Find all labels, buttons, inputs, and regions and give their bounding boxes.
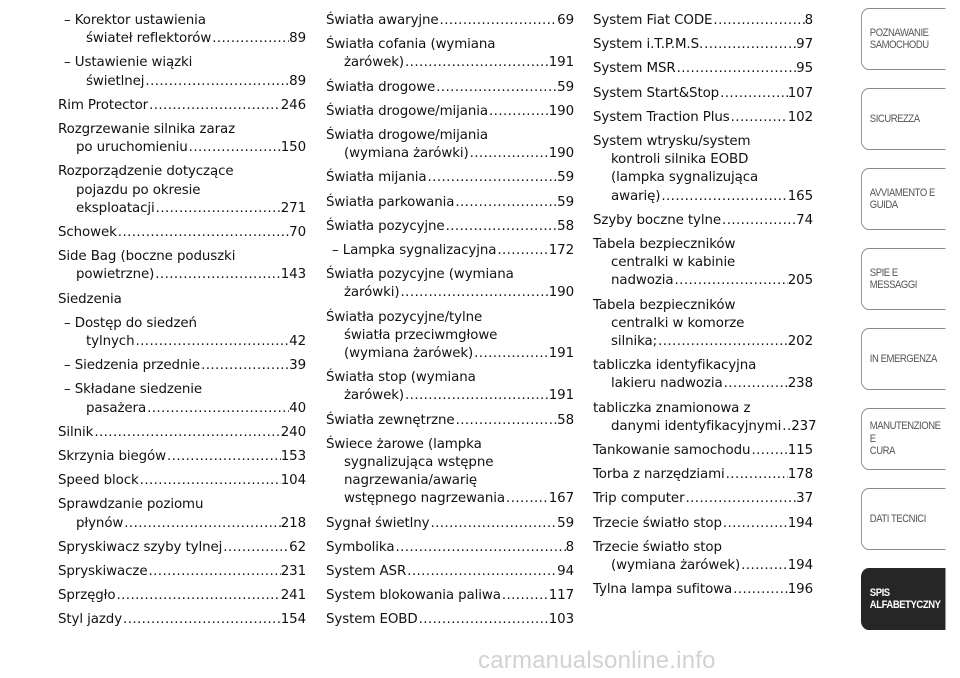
tab-label: SAMOCHODU [869,39,929,51]
dot-leader [723,375,788,393]
entry-page-number: 58 [557,412,574,428]
entry-text: System EOBD [326,612,418,628]
entry-text: Światła drogowe/mijania [326,128,488,144]
entry-text: nagrzewania/awarię [344,473,478,489]
entry-page-number: 271 [280,200,306,216]
entry-text: Tylna lampa sufitowa [593,582,733,598]
entry-page-number: 172 [548,243,574,259]
entry-text: Spryskiwacze [58,564,148,580]
entry-text: Symbolika [326,539,395,555]
entry-text: (lampka sygnalizująca [611,170,759,186]
dot-leader [454,194,557,212]
entry-text: System Fiat CODE [593,13,713,28]
index-column-2 [326,12,574,636]
entry-text: Speed block [58,473,139,489]
index-entry [58,54,306,90]
index-entry [593,515,813,533]
entry-text: Świece żarowe (lampka [326,436,482,452]
index-entry [593,36,813,54]
dot-leader [722,515,788,533]
index-entry [326,242,574,260]
index-entry [593,357,813,393]
entry-text: (wymiana żarówek) [344,346,474,362]
entry-text: Styl jazdy [58,612,123,628]
entry-text: – Dostęp do siedzeń [64,315,197,331]
tab-label: SPIS [869,586,890,599]
tab-label: AVVIAMENTO E [869,186,935,199]
tab-label: MANUTENZIONE E [869,420,941,445]
entry-text: Side Bag (boczne poduszki [58,249,236,265]
entry-text: – Ustawienie wiązki [64,55,193,71]
dot-leader [725,466,788,484]
entry-page-number: 190 [548,285,574,301]
entry-page-number: 40 [289,400,306,416]
entry-page-number: 94 [557,564,574,580]
entry-text: silnika; [611,334,658,350]
entry-text: danymi identyfikacyjnymi [611,418,782,434]
dot-leader [146,400,289,418]
tab-label: SPIE E MESSAGGI [869,266,917,291]
section-tab[interactable] [861,568,945,630]
dot-leader [404,387,549,405]
entry-page-number: 107 [787,85,813,101]
entry-text: Rim Protector [58,97,149,113]
index-entry [326,36,574,72]
entry-page-number: 191 [548,346,574,362]
index-entry [593,85,813,103]
dot-leader [732,581,788,599]
index-entry [326,103,574,121]
index-entry [58,97,306,115]
dot-leader [394,539,565,557]
index-entry [58,472,306,490]
section-tab[interactable] [861,248,945,310]
index-entry [326,194,574,212]
entry-text: – Siedzenia przednie [64,358,201,374]
entry-page-number: 115 [787,443,813,459]
entry-text: – Lampka sygnalizacyjna [332,243,497,259]
entry-text: eksploatacji [76,200,155,216]
dot-leader [123,515,280,533]
dot-leader [719,85,788,103]
entry-page-number: 97 [796,37,813,53]
entry-page-number: 59 [557,79,574,95]
index-entry [326,412,574,430]
entry-text: Sprzęgło [58,588,116,604]
tab-label: ALFABETYCZNY [869,599,941,611]
entry-text: (wymiana żarówek) [611,558,741,574]
entry-page-number: 59 [557,170,574,186]
index-entry [326,169,574,187]
dot-leader [404,54,549,72]
index-entry [593,109,813,127]
entry-text: Światła parkowania [326,194,455,210]
tab-label: CURA [869,445,895,458]
entry-text: Światła pozycyjne (wymiana [326,267,514,283]
entry-text: System Traction Plus [593,109,730,125]
entry-text: Światła stop (wymiana [326,370,476,386]
entry-text: Światła awaryjne [326,13,439,28]
index-entry [326,515,574,533]
entry-text: kontroli silnika EOBD [611,152,749,168]
entry-page-number: 59 [557,515,574,531]
dot-leader [188,139,281,157]
index-entry [326,79,574,97]
tab-label: POZNAWANIE [869,26,929,39]
entry-page-number: 190 [548,103,574,119]
index-entry [326,12,574,30]
entry-page-number: 104 [280,473,306,489]
index-entry [58,539,306,557]
index-entry [326,266,574,302]
entry-text: tabliczka identyfikacyjna [593,358,757,374]
entry-page-number: 194 [787,558,813,574]
dot-leader [750,442,787,460]
dot-leader [676,60,797,78]
dot-leader [93,424,280,442]
index-entry [58,224,306,242]
section-tab[interactable] [861,328,945,390]
index-entry [58,12,306,48]
entry-text: Rozgrzewanie silnika zaraz [58,122,236,138]
dot-leader [435,79,557,97]
entry-text: pasażera [86,400,147,416]
entry-text: Trzecie światło stop [593,515,722,531]
entry-page-number: 196 [787,582,813,598]
dot-leader [781,418,791,436]
index-entry [593,539,813,575]
entry-text: żarówki) [344,285,400,301]
entry-text: Sygnał świetlny [326,515,430,531]
index-entry [326,436,574,509]
dot-leader [429,515,557,533]
entry-page-number: 70 [289,225,306,241]
index-entry [58,448,306,466]
entry-text: Schowek [58,225,117,241]
dot-leader [660,188,787,206]
dot-leader [674,272,788,290]
dot-leader [211,30,289,48]
entry-text: Tabela bezpieczników [593,237,736,253]
entry-text: Tabela bezpieczników [593,297,736,313]
entry-text: Silnik [58,424,94,440]
entry-page-number: 95 [796,61,813,77]
entry-page-number: 218 [280,515,306,531]
dot-leader [139,472,281,490]
entry-page-number: 205 [787,273,813,289]
entry-text: Światła pozycyjne/tylne [326,309,483,325]
entry-page-number: 103 [548,612,574,628]
index-entry [58,563,306,581]
entry-text: Torba z narzędziami [593,467,725,483]
entry-text: pojazdu po okresie [76,182,201,198]
dot-leader [455,412,558,430]
entry-text: świateł reflektorów [86,31,212,47]
entry-text: centralki w kabinie [611,255,736,271]
entry-text: Spryskiwacz szyby tylnej [58,539,223,555]
dot-leader [406,563,557,581]
entry-text: sygnalizująca wstępne [344,455,494,471]
entry-text: Siedzenia [58,291,122,307]
entry-text: tylnych [86,334,135,350]
entry-page-number: 89 [289,31,306,47]
dot-leader [439,12,558,30]
entry-page-number: 154 [280,612,306,628]
index-entry [593,12,813,30]
entry-text: Trip computer [593,491,685,507]
dot-leader [505,490,549,508]
dot-leader [469,145,549,163]
index-entry [593,297,813,352]
entry-page-number: 191 [548,55,574,71]
entry-page-number: 202 [787,334,813,350]
entry-text: (wymiana żarówki) [344,146,469,162]
entry-text: wstępnego nagrzewania [344,491,506,507]
index-entry [326,127,574,163]
index-entry [58,163,306,218]
index-entry [593,490,813,508]
index-entry [58,315,306,351]
entry-text: żarówek) [344,55,405,71]
entry-page-number: 143 [280,267,306,283]
entry-page-number: 62 [289,539,306,555]
index-entry [326,587,574,605]
entry-text: po uruchomieniu [76,140,188,156]
entry-text: Światła drogowe/mijania [326,103,488,119]
entry-text: nadwozia [611,273,674,289]
entry-page-number: 167 [548,491,574,507]
dot-leader [445,218,558,236]
entry-text: – Składane siedzenie [64,382,203,398]
index-entry [326,563,574,581]
index-entry [58,496,306,532]
entry-page-number: 89 [289,73,306,89]
entry-text: centralki w komorze [611,315,745,331]
dot-leader [488,103,549,121]
entry-text: System i.T.P.M.S. [593,37,704,53]
dot-leader [147,563,280,581]
entry-text: powietrzne) [76,267,155,283]
entry-text: tabliczka znamionowa z [593,400,751,416]
entry-text: Trzecie światło stop [593,539,722,555]
index-entry [326,218,574,236]
entry-text: Tankowanie samochodu [593,443,751,459]
entry-text: System blokowania paliwa [326,588,501,604]
entry-text: System wtrysku/system [593,134,751,150]
index-entry [326,539,574,557]
entry-text: Skrzynia biegów [58,449,166,465]
entry-text: żarówek) [344,388,405,404]
entry-page-number: 191 [548,388,574,404]
index-entry [593,466,813,484]
dot-leader [730,109,788,127]
entry-text: lakieru nadwozia [611,376,723,392]
tab-label: IN EMERGENZA [869,352,937,365]
entry-page-number: 240 [280,424,306,440]
dot-leader [200,357,289,375]
dot-leader [657,333,788,351]
entry-text: Światła mijania [326,170,427,186]
entry-page-number: 42 [289,334,306,350]
entry-page-number: 194 [787,515,813,531]
index-entry [58,121,306,157]
entry-text: – Korektor ustawienia [64,13,206,28]
entry-page-number: 117 [548,588,574,604]
dot-leader [418,611,549,629]
section-tab[interactable] [861,88,945,150]
dot-leader [134,333,289,351]
index-entry [593,581,813,599]
entry-page-number: 238 [787,376,813,392]
entry-text: Sprawdzanie poziomu [58,497,204,513]
dot-leader [144,73,289,91]
dot-leader [740,557,788,575]
index-entry [58,291,306,309]
dot-leader [122,611,281,629]
dot-leader [148,97,281,115]
entry-text: System MSR [593,61,676,77]
entry-page-number: 231 [280,564,306,580]
entry-text: Szyby boczne tylne [593,212,722,228]
entry-page-number: 153 [280,449,306,465]
entry-page-number: 246 [280,97,306,113]
dot-leader [501,587,549,605]
entry-page-number: 74 [796,212,813,228]
dot-leader [712,12,804,30]
index-entry [58,248,306,284]
entry-page-number: 8 [804,13,813,28]
entry-page-number: 102 [787,109,813,125]
entry-text: Światła zewnętrzne [326,412,455,428]
entry-page-number: 69 [557,13,574,28]
entry-page-number: 150 [280,140,306,156]
dot-leader [496,242,548,260]
entry-text: Światła cofania (wymiana [326,37,496,53]
entry-page-number: 39 [289,358,306,374]
entry-page-number: 37 [796,491,813,507]
entry-page-number: 190 [548,146,574,162]
dot-leader [115,587,280,605]
dot-leader [117,224,289,242]
entry-text: System ASR [326,564,407,580]
index-entry [593,212,813,230]
entry-page-number: 237 [791,418,817,434]
entry-text: System Start&Stop [593,85,720,101]
dot-leader [703,36,796,54]
section-tab[interactable] [861,408,945,470]
index-entry [593,236,813,291]
entry-text: Światła drogowe [326,79,436,95]
index-entry [58,611,306,629]
entry-text: Światła pozycyjne [326,218,445,234]
entry-page-number: 8 [565,539,574,555]
index-entry [593,442,813,460]
index-entry [326,309,574,364]
index-entry [326,611,574,629]
entry-text: płynów [76,515,124,531]
section-tab[interactable] [861,488,945,550]
dot-leader [400,284,549,302]
entry-text: awarię) [611,188,661,204]
section-tab[interactable] [861,168,945,230]
index-entry [58,424,306,442]
index-entry [593,133,813,206]
tab-label: SICUREZZA [869,112,920,125]
dot-leader [684,490,796,508]
dot-leader [154,266,280,284]
entry-page-number: 58 [557,218,574,234]
index-column-3 [593,12,817,605]
entry-page-number: 59 [557,194,574,210]
dot-leader [166,448,281,466]
dot-leader [222,539,289,557]
entry-page-number: 241 [280,588,306,604]
index-entry [326,369,574,405]
section-tabs [861,0,960,678]
dot-leader [155,200,281,218]
entry-text: Rozporządzenie dotyczące [58,164,234,180]
index-column-1 [58,12,306,636]
dot-leader [427,169,558,187]
index-entry [593,60,813,78]
dot-leader [721,212,796,230]
index-entry [58,587,306,605]
index-entry [58,357,306,375]
index-entry [58,381,306,417]
dot-leader [473,345,549,363]
tab-label: DATI TECNICI [869,512,926,525]
watermark: carmanualsonline.info [478,647,716,674]
index-entry [593,400,817,436]
entry-page-number: 178 [787,467,813,483]
tab-label: GUIDA [869,199,898,211]
section-tab[interactable] [861,8,945,70]
entry-text: świetlnej [86,73,145,89]
entry-page-number: 165 [787,188,813,204]
entry-text: światła przeciwmgłowe [344,327,498,343]
